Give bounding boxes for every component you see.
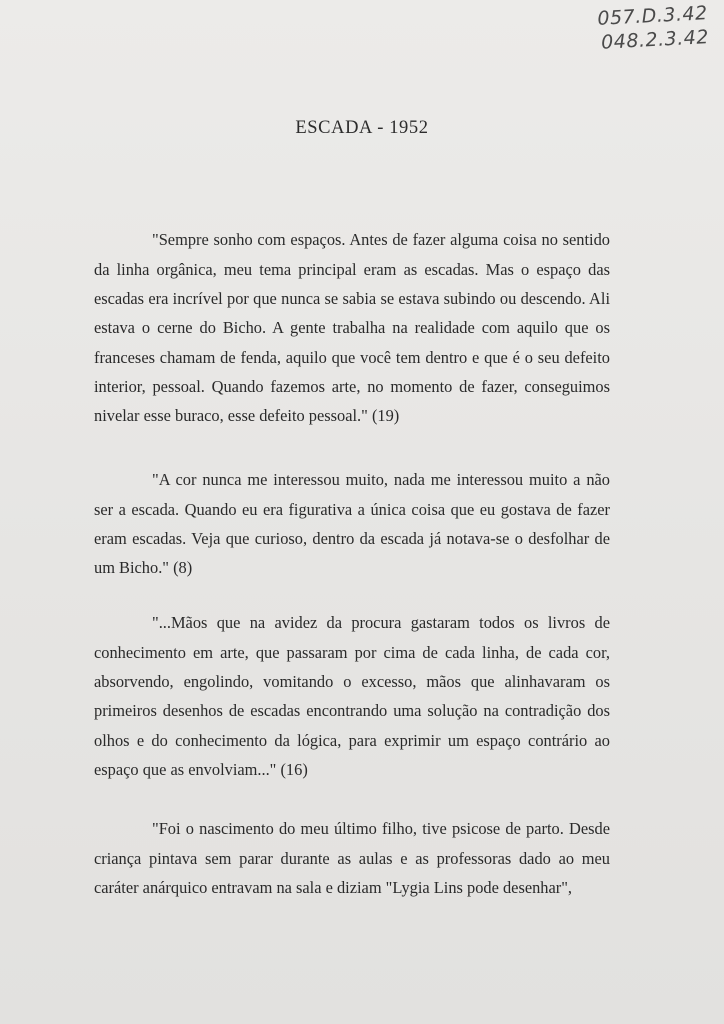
- paragraph-2: "A cor nunca me interessou muito, nada me interessou muito a não ser a escada. Quando eu era figurativa a única coisa que eu gostava de fazer eram escadas. Veja que curioso, dentro da escada já notava-se o desfolhar de um Bicho." (8): [94, 470, 610, 578]
- annotation-line-2: 048.2.3.42: [600, 26, 710, 54]
- paragraph-3: "...Mãos que na avidez da procura gastaram todos os livros de conhecimento em arte, que passaram por cima de cada linha, de cada cor, absorvendo, engolindo, vomitando o excesso, mãos que alinhavaram os primeiros desenhos de escadas encontrando uma solução na contradição dos olhos e do conhecimento da lógica, para exprimir um espaço contrário ao espaço que as envolviam..." (16): [94, 613, 610, 779]
- annotation-line-1: 057.D.3.42: [596, 2, 708, 30]
- page-title: ESCADA - 1952: [295, 118, 429, 138]
- paragraph-4: "Foi o nascimento do meu último filho, tive psicose de parto. Desde criança pintava sem parar durante as aulas e as professoras dado ao meu caráter anárquico entravam na sala e diziam "Lygia Lins pode desenhar",: [94, 819, 610, 897]
- paragraph-1: "Sempre sonho com espaços. Antes de fazer alguma coisa no sentido da linha orgânica, meu tema principal eram as escadas. Mas o espaço das escadas era incrível por que nunca se sabia se estava subindo ou descendo. Ali estava o cerne do Bicho. A gente trabalha na realidade com aquilo que os franceses chamam de fenda, aquilo que você tem dentro e que é o seu defeito interior, pessoal. Quando fazemos arte, no momento de fazer, conseguimos nivelar esse buraco, esse defeito pessoal." (19): [94, 230, 610, 426]
- handwritten-annotation: [597, 1, 710, 55]
